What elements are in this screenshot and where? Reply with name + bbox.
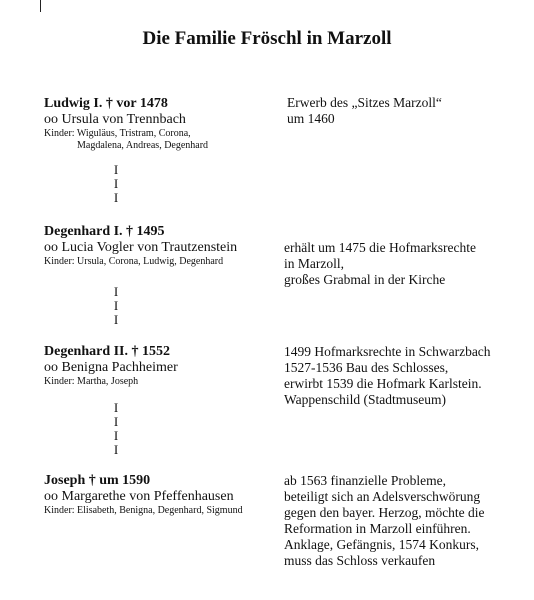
spouse-line: oo Benigna Pachheimer bbox=[44, 360, 178, 375]
note-line: Reformation in Marzoll einführen. bbox=[284, 521, 471, 536]
notes-block bbox=[287, 95, 532, 127]
connector-bar: I bbox=[113, 190, 119, 205]
children-line: Kinder: Ursula, Corona, Ludwig, Degenhard bbox=[44, 256, 224, 267]
note-line: Anklage, Gefängnis, 1574 Konkurs, bbox=[284, 537, 479, 552]
note-line: gegen den bayer. Herzog, möchte die bbox=[284, 505, 485, 520]
notes-block bbox=[284, 473, 529, 569]
note-line: Wappenschild (Stadtmuseum) bbox=[284, 392, 447, 407]
connector-bar: I bbox=[113, 400, 119, 415]
children-line-continued: Magdalena, Andreas, Degenhard bbox=[77, 140, 209, 151]
note-line: Erwerb des „Sitzes Marzoll“ bbox=[287, 95, 442, 110]
connector-bar: I bbox=[113, 312, 119, 327]
connector-bar: I bbox=[113, 162, 119, 177]
connector-bar: I bbox=[113, 298, 119, 313]
connector-bar: I bbox=[113, 176, 119, 191]
spouse-line: oo Ursula von Trennbach bbox=[44, 112, 186, 127]
connector-bar: I bbox=[113, 442, 119, 457]
note-line: muss das Schloss verkaufen bbox=[284, 553, 436, 568]
children-line: Kinder: Martha, Joseph bbox=[44, 376, 139, 387]
children-line: Kinder: Elisabeth, Benigna, Degenhard, Sigmund bbox=[44, 505, 243, 516]
children-line: Kinder: Wiguläus, Tristram, Corona, bbox=[44, 128, 191, 139]
connector-bar: I bbox=[113, 414, 119, 429]
note-line: um 1460 bbox=[287, 111, 335, 126]
note-line: 1527-1536 Bau des Schlosses, bbox=[284, 360, 449, 375]
page-corner-mark bbox=[40, 0, 41, 12]
note-line: 1499 Hofmarksrechte in Schwarzbach bbox=[284, 344, 491, 359]
note-line: in Marzoll, bbox=[284, 256, 344, 271]
person-name: Degenhard I. † 1495 bbox=[44, 224, 165, 239]
person-block bbox=[44, 223, 294, 268]
person-name: Joseph † um 1590 bbox=[44, 473, 151, 488]
note-line: ab 1563 finanzielle Probleme, bbox=[284, 473, 446, 488]
notes-block bbox=[284, 240, 529, 288]
note-line: erwirbt 1539 die Hofmark Karlstein. bbox=[284, 376, 482, 391]
note-line: erhält um 1475 die Hofmarksrechte bbox=[284, 240, 476, 255]
descent-connector bbox=[110, 401, 122, 457]
connector-bar: I bbox=[113, 428, 119, 443]
spouse-line: oo Lucia Vogler von Trautzenstein bbox=[44, 240, 238, 255]
person-block bbox=[44, 343, 294, 388]
spouse-line: oo Margarethe von Pfeffenhausen bbox=[44, 489, 234, 504]
descent-connector bbox=[110, 163, 122, 205]
person-block bbox=[44, 95, 294, 152]
person-name: Degenhard II. † 1552 bbox=[44, 344, 171, 359]
note-line: beteiligt sich an Adelsverschwörung bbox=[284, 489, 481, 504]
person-block bbox=[44, 472, 294, 517]
page-title: Die Familie Fröschl in Marzoll bbox=[142, 28, 392, 49]
note-line: großes Grabmal in der Kirche bbox=[284, 272, 446, 287]
connector-bar: I bbox=[113, 284, 119, 299]
notes-block bbox=[284, 344, 529, 408]
descent-connector bbox=[110, 285, 122, 327]
person-name: Ludwig I. † vor 1478 bbox=[44, 96, 168, 111]
